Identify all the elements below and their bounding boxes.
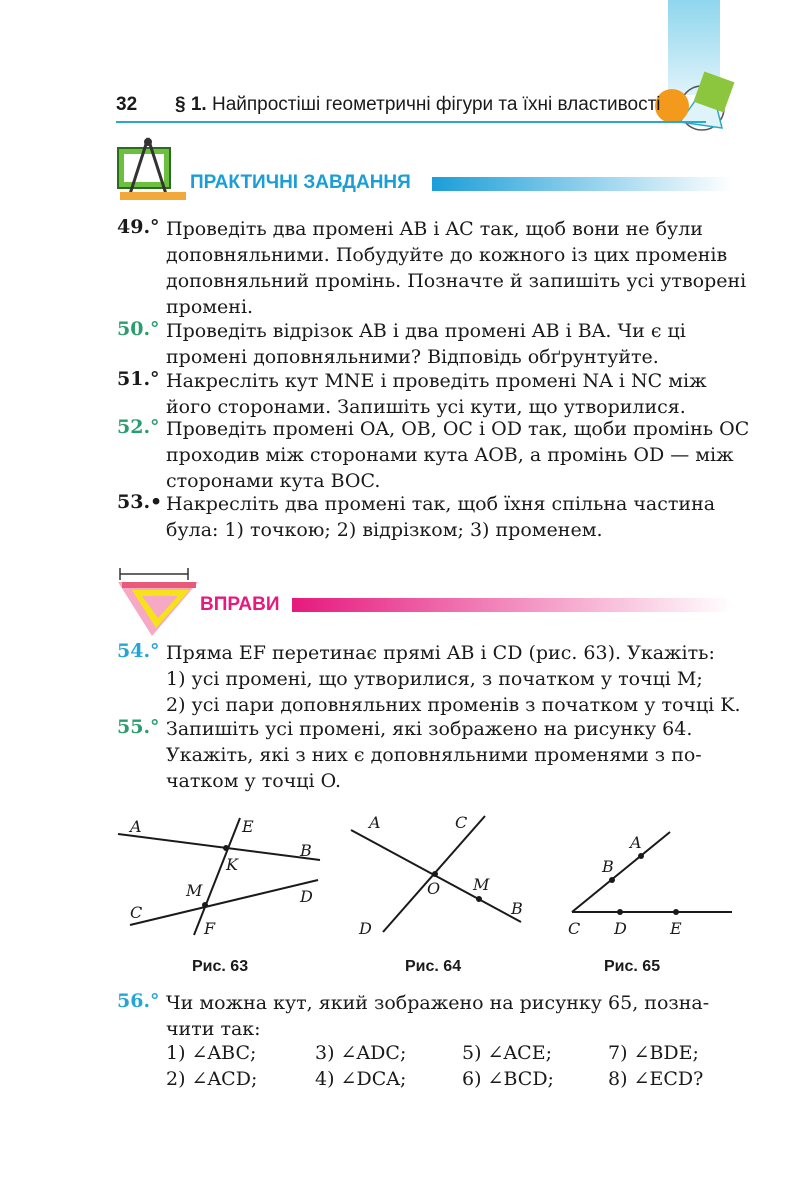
fig65-label-a: A — [630, 833, 642, 852]
task-52-number: 52.° — [117, 416, 160, 438]
task-51-number: 51.° — [117, 368, 160, 390]
task-52 — [166, 416, 750, 494]
fig65-label-e: E — [670, 919, 682, 938]
task-49-line-3: доповняльний промінь. Позначте й запишіть усі утворені — [166, 270, 747, 292]
fig63-label-e: E — [242, 817, 254, 836]
fig64-point-m — [476, 896, 482, 902]
task-49-line-1: Проведіть два промені AB і AC так, щоб вони не були — [166, 218, 703, 240]
fig63-label-a: A — [130, 817, 142, 836]
practical-heading: ПРАКТИЧНІ ЗАВДАННЯ — [190, 172, 411, 193]
header-shapes-icon — [650, 70, 740, 140]
task-50 — [166, 318, 730, 370]
running-head — [175, 94, 661, 116]
task-54-line-1: Пряма EF перетинає прямі AB і CD (рис. 63). Укажіть: — [166, 642, 715, 664]
task-49 — [166, 216, 747, 320]
task-50-line-2: промені доповняльними? Відповідь обґрунтуйте. — [166, 346, 659, 368]
fig64-label-o: O — [427, 879, 441, 898]
fig63-line-cd — [130, 880, 318, 925]
fig63-point-m — [202, 902, 208, 908]
fig64-label-a: A — [369, 813, 381, 832]
task-56-option-8: 8) ∠ECD? — [608, 1068, 704, 1090]
task-56-option-6: 6) ∠BCD; — [462, 1068, 554, 1090]
task-53-line-1: Накресліть два промені так, щоб їхня спільна частина — [166, 493, 716, 515]
task-55-number: 55.° — [117, 716, 160, 738]
task-56-option-1: 1) ∠ABC; — [166, 1042, 257, 1064]
task-56-number: 56.° — [117, 990, 160, 1012]
compass-ruler-icon — [116, 136, 188, 204]
fig63-point-k — [223, 845, 229, 851]
fig64-point-o — [432, 871, 438, 877]
task-56 — [166, 990, 730, 1042]
figure-64-caption: Рис. 64 — [405, 958, 462, 975]
fig64-label-m: M — [473, 875, 490, 894]
task-56-option-7: 7) ∠BDE; — [608, 1042, 699, 1064]
fig65-point-e — [673, 909, 679, 915]
task-52-line-3: сторонами кута BOC. — [166, 470, 381, 492]
header-rule — [116, 121, 706, 123]
fig63-label-b: B — [300, 841, 312, 860]
task-52-line-1: Проведіть промені OA, OB, OC і OD так, щоби промінь OC — [166, 418, 750, 440]
fig63-label-k: K — [226, 855, 238, 874]
fig65-ray-ca — [572, 832, 670, 912]
task-52-line-2: проходив між сторонами кута AOB, а промінь OD — між — [166, 444, 734, 466]
fig63-label-d: D — [300, 887, 313, 906]
task-53 — [166, 491, 730, 543]
task-56-line-1: Чи можна кут, який зображено на рисунку 65, позна- — [166, 992, 710, 1014]
task-56-option-5: 5) ∠ACE; — [462, 1042, 552, 1064]
fig63-label-c: C — [130, 903, 143, 922]
exercises-heading-bar — [292, 598, 732, 612]
exercises-heading: ВПРАВИ — [200, 594, 280, 615]
task-55-line-1: Запишіть усі промені, які зображено на рисунку 64. — [166, 718, 693, 740]
task-51-line-1: Накресліть кут MNE і проведіть промені NA і NC між — [166, 370, 707, 392]
task-54-line-3: 2) усі пари доповняльних променів з початком у точці K. — [166, 694, 741, 716]
fig65-point-a — [638, 853, 644, 859]
page-number: 32 — [116, 94, 138, 115]
task-54-line-2: 1) усі промені, що утворилися, з початком у точці M; — [166, 668, 703, 690]
figure-63 — [110, 810, 330, 945]
task-53-line-2: була: 1) точкою; 2) відрізком; 3) променем. — [166, 519, 603, 541]
figure-65-caption: Рис. 65 — [604, 958, 661, 975]
fig65-point-d — [617, 909, 623, 915]
task-54-number: 54.° — [117, 640, 160, 662]
running-head-title: Найпростіші геометричні фігури та їхні властивості — [211, 94, 661, 115]
task-55-line-2: Укажіть, які з них є доповняльними променями з по- — [166, 744, 702, 766]
section-sign: § 1. — [175, 94, 207, 115]
task-49-number: 49.° — [117, 216, 160, 238]
task-53-number: 53.• — [117, 491, 163, 513]
task-51-line-2: його сторонами. Запишіть усі кути, що утворилися. — [166, 396, 686, 418]
task-54 — [166, 640, 741, 718]
task-56-option-3: 3) ∠ADC; — [315, 1042, 407, 1064]
fig65-label-b: B — [602, 857, 614, 876]
task-55-line-3: чатком у точці O. — [166, 770, 342, 792]
set-square-icon — [112, 562, 202, 642]
task-50-number: 50.° — [117, 318, 160, 340]
figure-63-caption: Рис. 63 — [192, 958, 249, 975]
task-56-line-2: чити так: — [166, 1018, 261, 1040]
practical-heading-bar — [432, 177, 732, 191]
task-49-line-2: доповняльними. Побудуйте до кожного із цих променів — [166, 244, 728, 266]
figure-64 — [345, 810, 535, 945]
fig64-label-c: C — [455, 813, 468, 832]
fig63-label-f: F — [204, 919, 216, 938]
fig63-label-m: M — [186, 881, 203, 900]
fig65-point-b — [609, 877, 615, 883]
fig65-label-d: D — [614, 919, 627, 938]
figure-65 — [560, 820, 740, 945]
fig63-line-ab — [118, 834, 320, 860]
task-49-line-4: промені. — [166, 296, 254, 318]
fig64-label-b: B — [511, 899, 523, 918]
task-56-option-2: 2) ∠ACD; — [166, 1068, 258, 1090]
task-55 — [166, 716, 730, 794]
fig64-label-d: D — [359, 919, 372, 938]
fig65-label-c: C — [568, 919, 581, 938]
task-50-line-1: Проведіть відрізок AB і два промені AB і BA. Чи є ці — [166, 320, 686, 342]
task-51 — [166, 368, 730, 420]
task-56-option-4: 4) ∠DCA; — [315, 1068, 407, 1090]
fig63-line-ef — [194, 818, 240, 935]
